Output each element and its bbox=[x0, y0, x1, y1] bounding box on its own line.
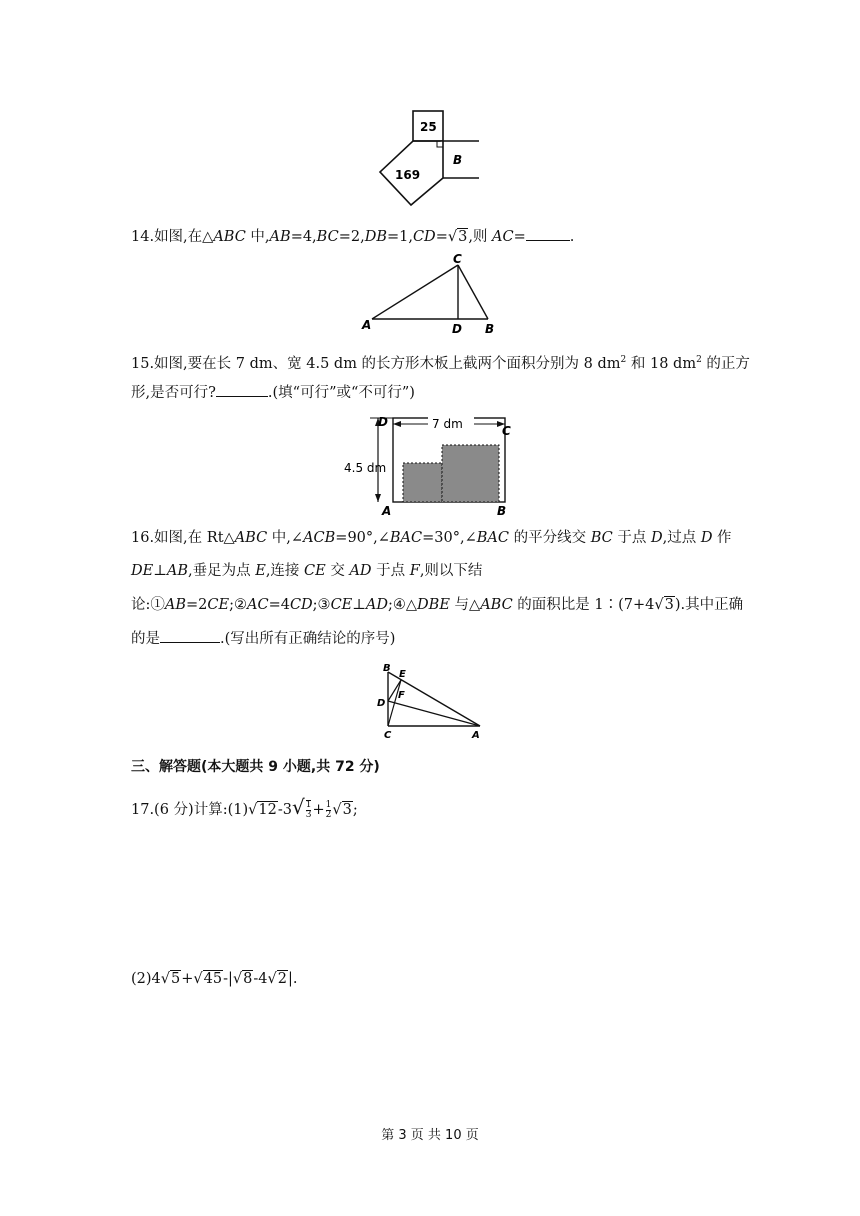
figure-right-triangle-bisector bbox=[372, 660, 490, 744]
svg-text:B: B bbox=[383, 663, 391, 674]
question-15: 15.如图,要在长 7 dm、宽 4.5 dm 的长方形木板上截两个面积分别为 8 $dm^2$ 和 18 $dm^2$ 的正方 bbox=[131, 355, 750, 372]
svg-text:B: B bbox=[485, 322, 495, 336]
answer-blank-16 bbox=[160, 628, 220, 643]
page-footer: 第 3 页 共 10 页 bbox=[381, 1128, 479, 1143]
question-14: 14.如图,在△ABC 中,AB=4,BC=2,DB=1,CD=√3,则 AC= . bbox=[131, 226, 731, 247]
answer-blank-14 bbox=[526, 226, 570, 241]
question-16: 16.如图,在 Rt△ABC 中,∠ACB=90°,∠BAC=30°,∠BAC 的平分线交 BC 于点 D,过点 D 作 bbox=[131, 530, 732, 546]
figure-triangle-abc bbox=[360, 252, 505, 338]
label-169: 169 bbox=[395, 168, 421, 182]
svg-text:A: A bbox=[362, 318, 372, 332]
svg-text:E: E bbox=[399, 669, 406, 680]
sqrt-3: √3 bbox=[447, 229, 468, 245]
figure-rectangle-board bbox=[340, 408, 520, 518]
answer-blank-15 bbox=[216, 382, 268, 397]
svg-text:4.5 dm: 4.5 dm bbox=[344, 461, 387, 475]
svg-text:D: D bbox=[452, 322, 462, 336]
svg-text:F: F bbox=[398, 690, 405, 701]
svg-text:C: C bbox=[502, 424, 511, 438]
svg-text:C: C bbox=[453, 252, 462, 266]
question-16-line4: 的是 .(写出所有正确结论的序号) bbox=[131, 628, 731, 649]
figure-squares-on-triangle bbox=[375, 108, 485, 208]
question-16-line3: 论:①AB=2CE;②AC=4CD;③CE⊥AD;④△DBE 与△ABC 的面积比是 1∶(7+4√3).其中正确 bbox=[131, 597, 744, 613]
svg-text:B: B bbox=[497, 504, 507, 518]
svg-text:A: A bbox=[472, 730, 480, 741]
question-17-part-2: (2)4√5+√45-|√8-4√2|. bbox=[131, 971, 298, 987]
svg-text:D: D bbox=[377, 698, 386, 709]
label-b: B bbox=[453, 153, 463, 167]
label-25: 25 bbox=[420, 120, 437, 134]
svg-text:7 dm: 7 dm bbox=[432, 417, 463, 431]
svg-text:A: A bbox=[382, 504, 392, 518]
question-15-line2: 形,是否可行? .(填“可行”或“不可行”) bbox=[131, 382, 731, 403]
svg-text:C: C bbox=[384, 730, 392, 741]
question-17-part-1: 17.(6 分)计算:(1)√12-3√ $\frac{1}{3}$ + $\frac{1}{2}$ √3; bbox=[131, 795, 358, 820]
question-16-line2: DE⊥AB,垂足为点 E,连接 CE 交 AD 于点 F,则以下结 bbox=[131, 563, 483, 579]
svg-text:D: D bbox=[378, 415, 388, 429]
section-heading-3: 三、解答题(本大题共 9 小题,共 72 分) bbox=[131, 759, 380, 775]
